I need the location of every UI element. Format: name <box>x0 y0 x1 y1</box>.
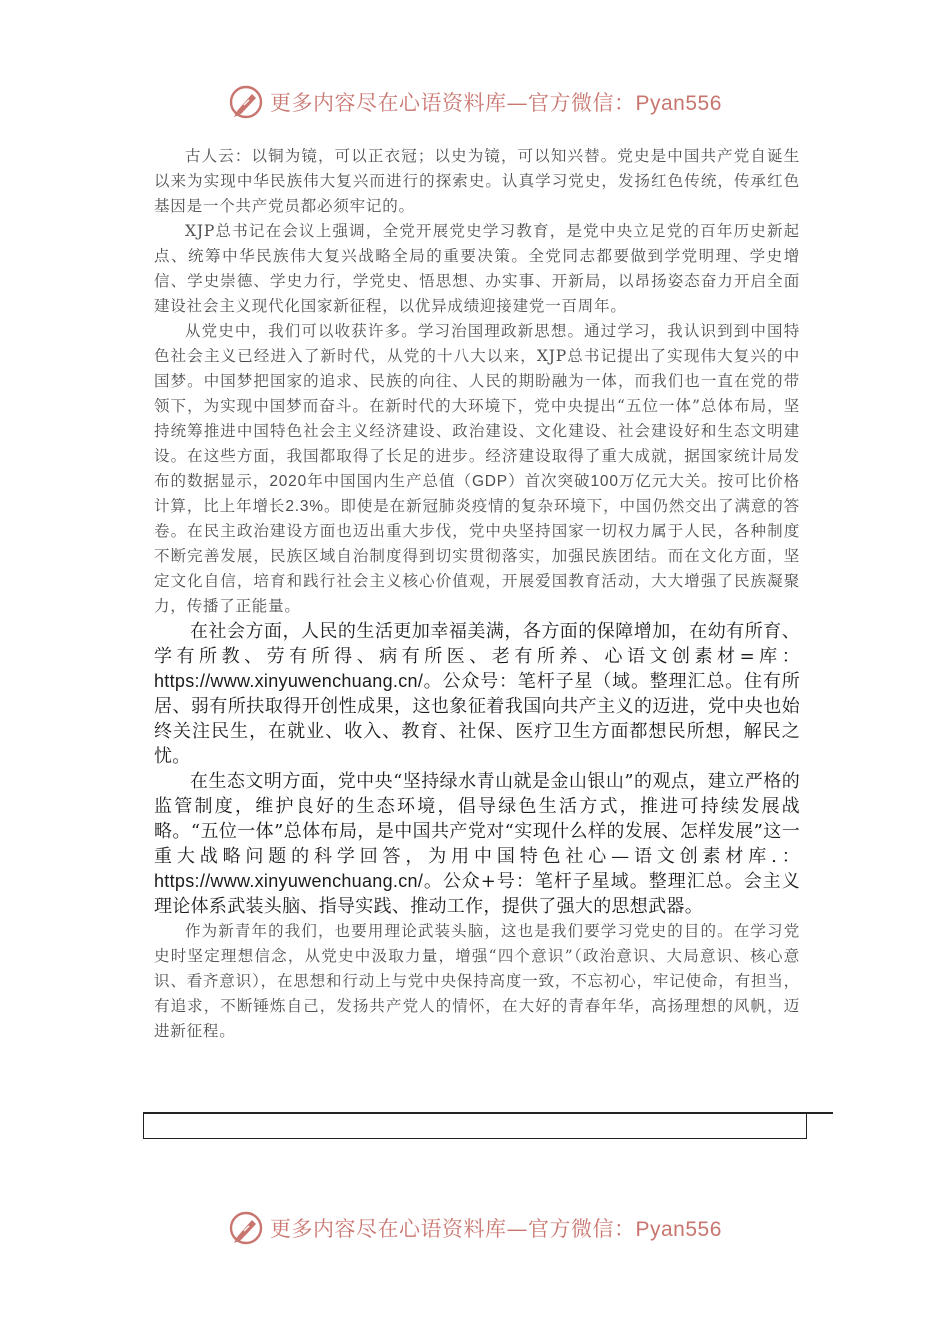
pen-nib-logo-icon <box>228 84 264 120</box>
paragraph-5: 在生态文明方面，党中央“坚持绿水青山就是金山银山”的观点，建立严格的监管制度，维护良好的生态环境，倡导绿色生活方式，推进可持续发展战略。“五位一体”总体布局，是中国共产党对“实现什么样的发展、怎样发展”这一重大战略问题的科学回答，为用中国特色社心—语文创素材库.：https://www.xinyuwenchuang.cn/。公众+号：笔杆子星域。整理汇总。会主义理论体系武装头脑、指导实践、推动工作，提供了强大的思想武器。 <box>154 771 800 917</box>
footer-box <box>143 1114 807 1139</box>
stat-growth: 2.3% <box>285 498 324 515</box>
banner-handle: Pyan556 <box>635 92 722 115</box>
paragraph-4: 在社会方面，人民的生活更加幸福美满，各方面的保障增加，在幼有所育、学有所教、劳有所得、病有所医、老有所养、心语文创素材=库：https://www.xinyuwenchuang.cn/。公众号：笔杆子星（域。整理汇总。住有所居、弱有所扶取得开创性成果，这也象征着我国向共产主义的迈进，党中央也始终关注民生，在就业、收入、教育、社保、医疗卫生方面都想民所想，解民之忧。 <box>154 621 800 767</box>
paragraph-1: 古人云：以铜为镜，可以正衣冠；以史为镜，可以知兴替。党史是中国共产党自诞生以来为实现中华民族伟大复兴而进行的探索史。认真学习党史，发扬红色传统，传承红色基因是一个共产党员都必须牢记的。 <box>154 147 800 215</box>
article-body <box>154 144 800 1044</box>
stat-year: 2020 <box>269 473 308 490</box>
paragraph-3: 从党史中，我们可以收获许多。学习治国理政新思想。通过学习，我认识到到中国特色社会主义已经进入了新时代，从党的十八大以来，XJP总书记提出了实现伟大复兴的中国梦。中国梦把国家的追求、民族的向往、人民的期盼融为一体，而我们也一直在党的带领下，为实现中国梦而奋斗。在新时代的大环境下，党中央提出“五位一体”总体布局，坚持统筹推进中国特色社会主义经济建设、政治建设、文化建设、社会建设好和生态文明建设。在这些方面，我国都取得了长足的进步。经济建设取得了重大成就，据国家统计局发布的数据显示，2020年中国国内生产总值（GDP）首次突破100万亿元大关。按可比价格计算，比上年增长2.3%。即使是在新冠肺炎疫情的复杂环境下，中国仍然交出了满意的答卷。在民主政治建设方面也迈出重大步伐，党中央坚持国家一切权力属于人民，各种制度不断完善发展，民族区域自治制度得到切实贯彻落实，加强民族团结。而在文化方面，坚定文化自信，培育和践行社会主义核心价值观，开展爱国教育活动，大大增强了民族凝聚力，传播了正能量。 <box>154 322 800 615</box>
banner-text: 更多内容尽在心语资料库—官方微信：Pyan556 <box>270 91 722 115</box>
header-banner[interactable] <box>228 84 722 120</box>
pen-nib-logo-icon <box>228 1210 264 1246</box>
paragraph-6: 作为新青年的我们，也要用理论武装头脑，这也是我们要学习党史的目的。在学习党史时坚定理想信念，从党史中汲取力量，增强“四个意识”（政治意识、大局意识、核心意识、看齐意识），在思想和行动上与党中央保持高度一致，不忘初心，牢记使命，有担当，有追求，不断锤炼自己，发扬共产党人的情怀，在大好的青春年华，高扬理想的风帆，迈进新征程。 <box>154 922 800 1040</box>
banner-handle: Pyan556 <box>635 1218 722 1241</box>
footer-banner[interactable] <box>228 1210 722 1246</box>
url-link[interactable]: https://www.xinyuwenchuang.cn/ <box>154 871 424 891</box>
paragraph-2: XJP总书记在会议上强调，全党开展党史学习教育，是党中央立足党的百年历史新起点、统筹中华民族伟大复兴战略全局的重要决策。全党同志都要做到学党明理、学史增信、学史崇德、学史力行，学党史、悟思想、办实事、开新局，以昂扬姿态奋力开启全面建设社会主义现代化国家新征程，以优异成绩迎接建党一百周年。 <box>154 222 800 315</box>
banner-text: 更多内容尽在心语资料库—官方微信：Pyan556 <box>270 1217 722 1241</box>
url-link[interactable]: https://www.xinyuwenchuang.cn/ <box>154 671 424 691</box>
stat-value: 100 <box>590 473 619 490</box>
stat-gdp: GDP <box>471 473 508 490</box>
